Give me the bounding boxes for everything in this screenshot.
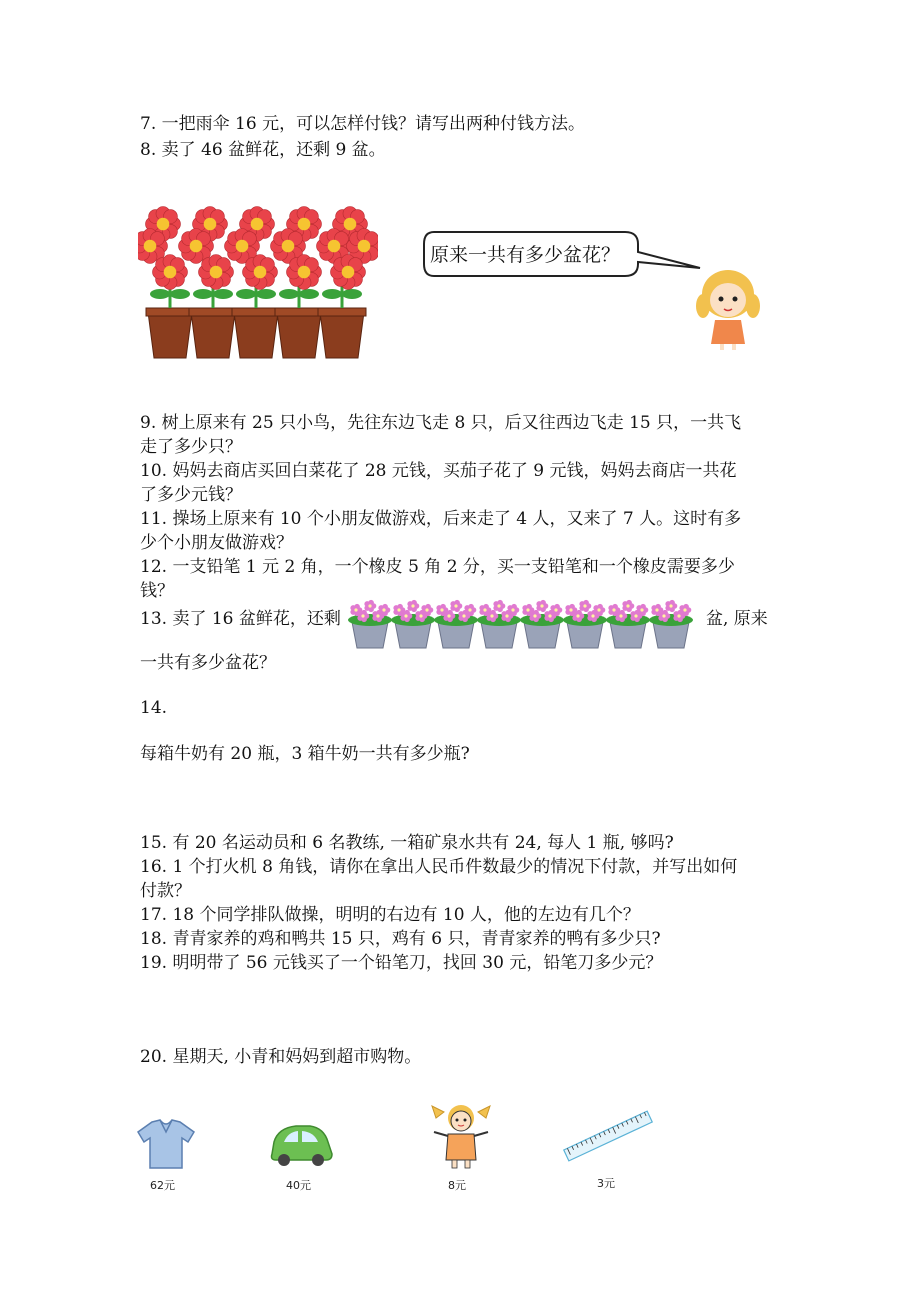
problem-9-line1: 9. 树上原来有 25 只小鸟，先往东边飞走 8 只，后又往西边飞走 15 只，一共飞	[140, 413, 742, 433]
flower-pots-illustration	[138, 196, 378, 366]
problem-11-line2: 少个小朋友做游戏？	[140, 533, 293, 553]
shirt-icon	[136, 1118, 196, 1170]
problem-9-line2: 走了多少只？	[140, 437, 242, 457]
problem-13-end: 盆, 原来	[706, 609, 768, 629]
problem-10-line1: 10. 妈妈去商店买回白菜花了 28 元钱，买茄子花了 9 元钱，妈妈去商店一共花	[140, 461, 737, 481]
ruler-price: 3元	[597, 1177, 615, 1190]
problem-7: 7. 一把雨伞 16 元，可以怎样付钱？请写出两种付钱方法。	[140, 114, 586, 134]
shirt-price: 62元	[150, 1179, 175, 1192]
problem-12-line2: 钱？	[140, 581, 174, 601]
speech-bubble-text: 原来一共有多少盆花？	[430, 244, 621, 266]
doll-price: 8元	[448, 1179, 466, 1192]
car-price: 40元	[286, 1179, 311, 1192]
problem-16-line1: 16. 1 个打火机 8 角钱，请你在拿出人民币件数最少的情况下付款，并写出如何	[140, 857, 738, 877]
problem-20: 20. 星期天, 小青和妈妈到超市购物。	[140, 1047, 422, 1067]
problem-14-number: 14.	[140, 698, 168, 718]
pink-flower-pots	[344, 598, 704, 650]
problem-15: 15. 有 20 名运动员和 6 名教练, 一箱矿泉水共有 24, 每人 1 瓶, 够吗?	[140, 833, 674, 853]
problem-14-text: 每箱牛奶有 20 瓶，3 箱牛奶一共有多少瓶?	[140, 744, 470, 764]
problem-19: 19. 明明带了 56 元钱买了一个铅笔刀，找回 30 元，铅笔刀多少元？	[140, 953, 663, 973]
car-icon	[266, 1120, 336, 1170]
problem-10-line2: 了多少元钱？	[140, 485, 242, 505]
ruler-icon	[560, 1104, 656, 1168]
problem-17: 17. 18 个同学排队做操，明明的右边有 10 人，他的左边有几个？	[140, 905, 640, 925]
problem-13-line2: 一共有多少盆花？	[140, 653, 276, 673]
problem-13-start: 13. 卖了 16 盆鲜花，还剩	[140, 609, 341, 629]
problem-11-line1: 11. 操场上原来有 10 个小朋友做游戏，后来走了 4 人，又来了 7 人。这时有多	[140, 509, 742, 529]
doll-icon	[426, 1102, 496, 1170]
problem-16-line2: 付款？	[140, 881, 191, 901]
problem-12-line1: 12. 一支铅笔 1 元 2 角，一个橡皮 5 角 2 分，买一支铅笔和一个橡皮需要多少	[140, 557, 735, 577]
problem-18: 18. 青青家养的鸡和鸭共 15 只，鸡有 6 只，青青家养的鸭有多少只?	[140, 929, 661, 949]
problem-8: 8. 卖了 46 盆鲜花，还剩 9 盆。	[140, 140, 386, 160]
girl-illustration	[693, 262, 763, 352]
